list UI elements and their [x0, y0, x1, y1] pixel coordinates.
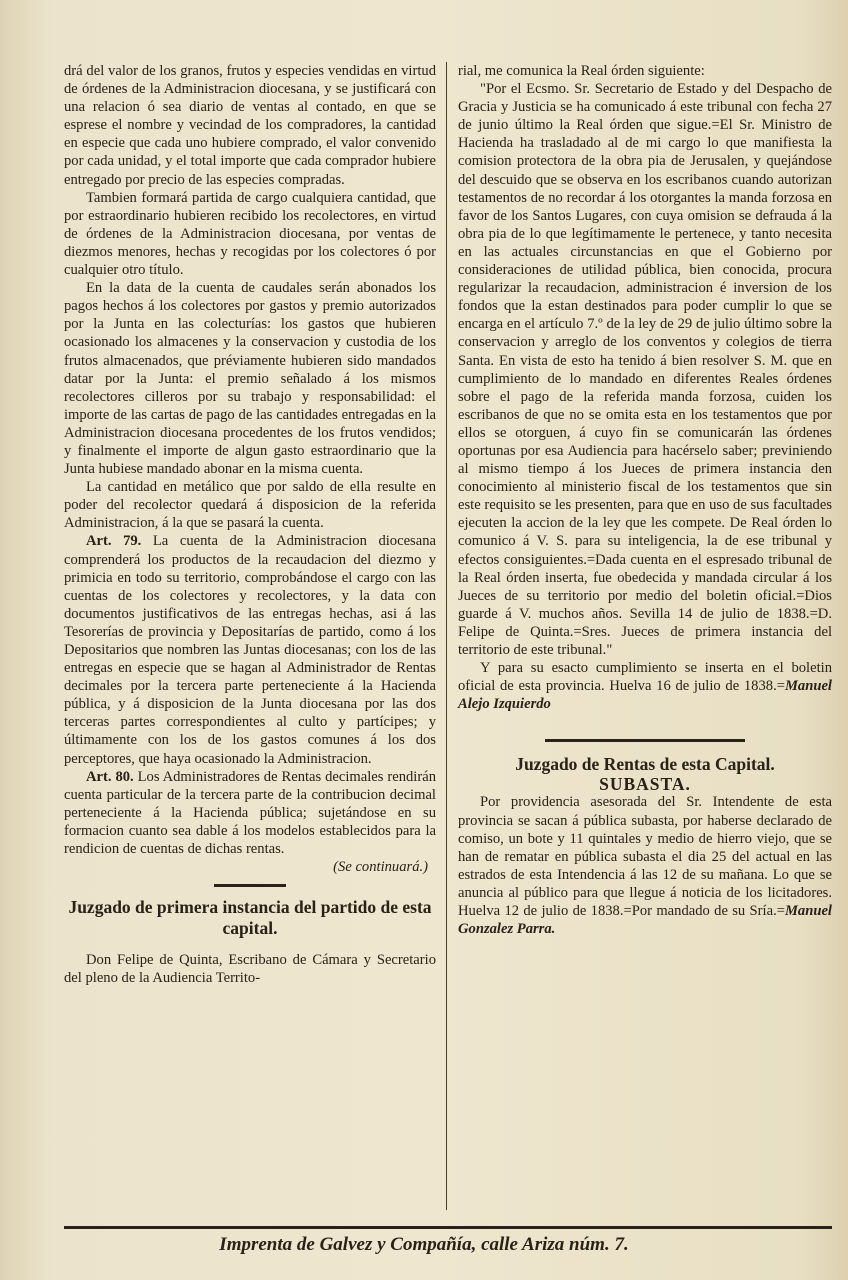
- signature: Manuel Alejo Izquierdo: [458, 678, 832, 713]
- article-text: La cuenta de la Administracion diocesana comprenderá los productos de la recaudacion del diezmo y primicia en todo su territorio, comprobándose el cargo con las cuentas de los colectores y recolectores, y la data con documentos justificativos de las entregas hechas, asi á las Tesorerías de provincia y Depositarías de partido, como á los Depositarios que nombren las Juntas diocesanas; con los de las entregas en especie que se hagan al Administrador de Rentas decimales por la tercera parte perteneciente á la Hacienda pública, y á disposicion de la Junta diocesana por las dos terceras partes correspondientes al culto y partícipes; y últimamente con los de los gastos comunes á los dos perceptores, que haya ocasionado la Administracion.: [64, 533, 436, 767]
- right-column: [458, 62, 832, 938]
- section-heading: Juzgado de primera instancia del partido de esta capital.: [68, 897, 432, 939]
- paragraph: [458, 793, 832, 938]
- imprint-line: Imprenta de Galvez y Compañía, calle Ariza núm. 7.: [219, 1234, 629, 1255]
- paragraph-text: Y para su esacto cumplimiento se inserta en el boletin oficial de esta provincia. Huelva 16 de julio de 1838.=: [458, 660, 832, 695]
- column-divider: [446, 62, 447, 1210]
- footer-rule: [64, 1226, 832, 1229]
- article-text: Los Administradores de Rentas decimales rendirán cuenta particular de la tercera parte de la contribucion decimal perteneciente á la Hacienda pública; sujetándose en su formacion cuanto sea dable á los modelos establecidos para la rendicion de cuentas de dichas rentas.: [64, 768, 436, 858]
- article-80: [64, 768, 436, 858]
- paragraph-text: Por providencia asesorada del Sr. Intendente de esta provincia se sacan á pública subasta, por haberse declarado de comiso, un bote y 11 quintales y medio de hierro viejo, que se han de rematar en pública subasta el dia 25 del actual en las estrados de esta Intendencia á las 12 de su mañana. Lo que se anuncia al público para que llegue á noticia de los licitadores. Huelva 12 de julio de 1838.=Por mandado de su Sría.=: [458, 794, 832, 920]
- left-column: [64, 62, 436, 987]
- article-label: Art. 80.: [86, 768, 134, 785]
- paragraph: [458, 659, 832, 713]
- section-subheading: SUBASTA.: [599, 774, 691, 795]
- article-79: [64, 532, 436, 767]
- section-divider: [214, 884, 286, 887]
- section-heading: Juzgado de Rentas de esta Capital.: [515, 754, 775, 775]
- paragraph: drá del valor de los granos, frutos y especies vendidas en virtud de órdenes de la Administracion diocesana, y se justificará con una relacion ó sea diario de ventas al contado, en que se esprese el nombre y vecindad de los compradores, la cantidad en especie que cada uno hubiere comprado, el valor convenido por cada unidad, y el total importe que cada comprador hubiere entregado por precio de las especies compradas.: [64, 63, 436, 188]
- section-divider: [545, 739, 745, 742]
- article-label: Art. 79.: [86, 533, 142, 550]
- signature: Manuel Gonzalez Parra.: [458, 903, 832, 938]
- paragraph: En la data de la cuenta de caudales serán abonados los pagos hechos á los colectores por gastos y premio autorizados por la Junta en las colecturías: los gastos que hubieren ocasionado los almacenes y la conservacion y custodia de los frutos almacenados, que préviamente hubieren sido mandados datar por la Junta: el premio señalado á los mismos recolectores cilleros por su trabajo y responsabilidad: el importe de las cartas de pago de las cantidades entregadas en la Administracion diocesana procedentes de los frutos vendidos; y finalmente el importe de algun gasto estraordinario que la Junta hubiese mandado abonar en la misma cuenta.: [64, 280, 436, 478]
- continuation-note: (Se continuará.): [333, 859, 428, 876]
- paragraph: La cantidad en metálico que por saldo de ella resulte en poder del recolector quedará á disposicion de la referida Administracion, á la que se pasará la cuenta.: [64, 479, 436, 532]
- paragraph: Tambien formará partida de cargo cualquiera cantidad, que por estraordinario hubieren recibido los recolectores, en virtud de órdenes de la Administracion diocesana, por ventas de diezmos menores, hechas y recogidas por los colectores ó por cualquier otro título.: [64, 189, 436, 279]
- paragraph: "Por el Ecsmo. Sr. Secretario de Estado y del Despacho de Gracia y Justicia se ha comunicado á este tribunal con fecha 27 de junio último la Real órden que sigue.=El Sr. Ministro de Hacienda ha trasladado al de mi cargo lo que manifiesta la comision protectora de la obra pia de Jerusalen, y quejándose del descuido que se observa en los escribanos cuando autorizan testamentos de no recordar á los otorgantes la manda forzosa en favor de los Santos Lugares, con cuya omision se defrauda á la obra pia de lo que legítimamente le pertenece, y tanto necesita en las actuales circunstancias en que el Gobierno por consideraciones de utilidad pública, bien conocida, procura regularizar la recaudacion, administracion é inversion de los fondos que la estan destinados para poder cumplir lo que se encarga en el artículo 7.º de la ley de 29 de julio último sobre la conservacion y arreglo de los conventos y colegios de tierra Santa. En vista de esto ha tenido á bien resolver S. M. que en cumplimiento de lo mandado en diferentes Reales órdenes sobre el pago de la referida manda forzosa, cuiden los escribanos de que no se omita esta en los testamentos que por ellos se otorguen, á cuyo fin se comunicarán las órdenes oportunas por esa Audiencia para hacérselo saber; previniendo al mismo tiempo á los Jueces de primera instancia den conocimiento al ministerio fiscal de los testamentos que sin este requisito se les presenten, para que en uso de sus facultades ejecuten la accion de la ley que les compete. De Real órden lo comunico á V. S. para su inteligencia, la de ese tribunal y efectos consiguientes.=Dada cuenta en el espresado tribunal de la Real órden inserta, fue obedecida y mandada circular á los Jueces de su territorio por medio del boletin oficial.=Dios guarde á V. muchos años. Sevilla 14 de julio de 1838.=D. Felipe de Quinta.=Sres. Jueces de primera instancia del territorio de este tribunal.": [458, 81, 832, 658]
- paragraph: Don Felipe de Quinta, Escribano de Cámara y Secretario del pleno de la Audiencia Territo-: [64, 952, 436, 987]
- paragraph: rial, me comunica la Real órden siguiente:: [458, 63, 705, 79]
